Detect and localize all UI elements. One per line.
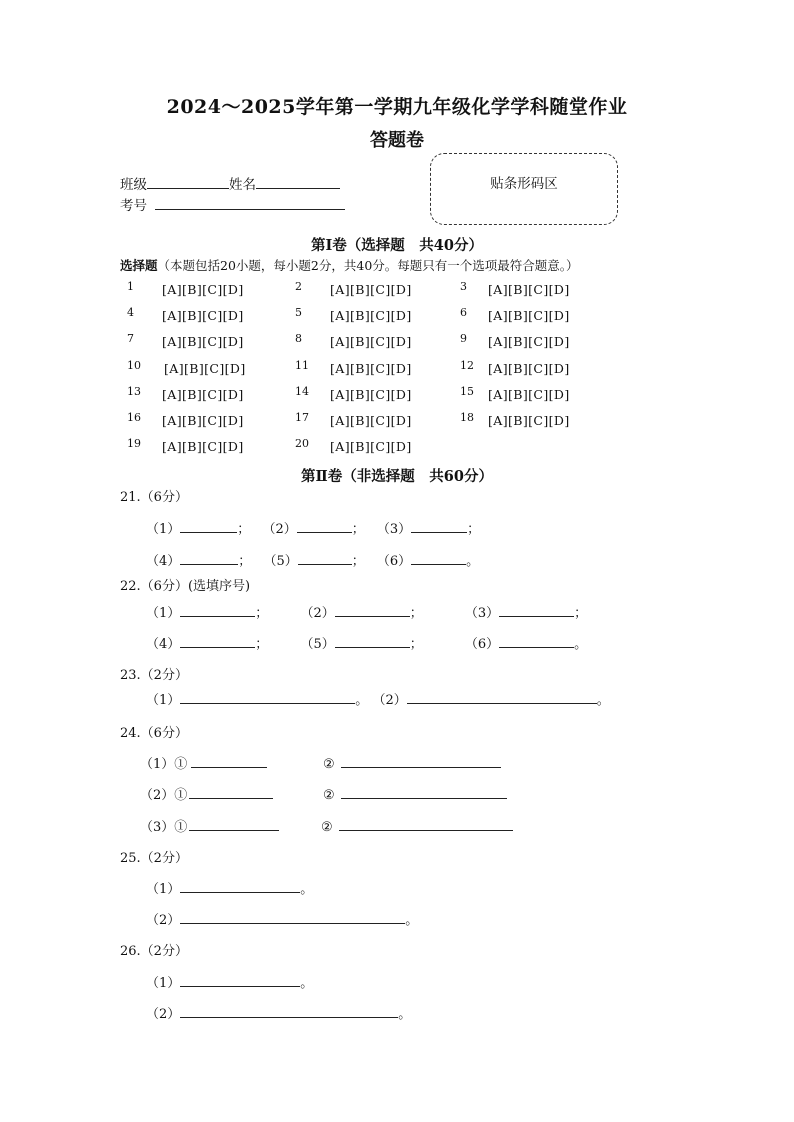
mc-question-number: 19 — [127, 437, 141, 450]
q24-2b-answer[interactable] — [341, 784, 507, 799]
mc-answer-options[interactable]: [A][B][C][D] — [488, 308, 570, 323]
q24-row1: （1）① — [140, 753, 267, 772]
mc-answer-options[interactable]: [A][B][C][D] — [162, 439, 244, 454]
mc-question-number: 11 — [295, 359, 309, 372]
mc-question-number: 15 — [460, 385, 474, 398]
q22-2-answer[interactable] — [335, 602, 410, 617]
mc-question-number: 17 — [295, 411, 309, 424]
q21-5-answer[interactable] — [298, 550, 352, 565]
section2-title: 第Ⅱ卷（非选择题 共60分） — [301, 468, 493, 485]
mc-answer-options[interactable]: [A][B][C][D] — [162, 334, 244, 349]
mc-answer-options[interactable]: [A][B][C][D] — [162, 387, 244, 402]
q24-3a-answer[interactable] — [189, 816, 279, 831]
mc-answer-options[interactable]: [A][B][C][D] — [488, 334, 570, 349]
q25-heading: 25.（2分） — [120, 851, 188, 866]
mc-question-number: 8 — [295, 332, 302, 345]
mc-question-number: 9 — [460, 332, 467, 345]
q24-row3-part2: ② — [321, 816, 513, 835]
q21-2-answer[interactable] — [297, 518, 352, 533]
q23-heading: 23.（2分） — [120, 668, 188, 683]
q24-row2: （2）① — [140, 784, 273, 803]
mc-question-number: 20 — [295, 437, 309, 450]
mc-question-number: 6 — [460, 306, 467, 319]
mc-question-number: 18 — [460, 411, 474, 424]
mc-answer-options[interactable]: [A][B][C][D] — [488, 361, 570, 376]
mc-answer-options[interactable]: [A][B][C][D] — [488, 387, 570, 402]
q24-3b-answer[interactable] — [339, 816, 513, 831]
q22-row2: （4） ； （5） ； （6） 。 — [146, 633, 587, 652]
mc-question-number: 10 — [127, 359, 141, 372]
mc-question-number: 14 — [295, 385, 309, 398]
q22-6-answer[interactable] — [499, 633, 574, 648]
q24-row3: （3）① — [140, 816, 279, 835]
q25-row1: （1） 。 — [146, 878, 313, 897]
mc-question-number: 5 — [295, 306, 302, 319]
q25-row2: （2） 。 — [146, 909, 418, 928]
q24-row2-part2: ② — [323, 784, 507, 803]
mc-answer-options[interactable]: [A][B][C][D] — [488, 282, 570, 297]
q24-2a-answer[interactable] — [189, 784, 273, 799]
q22-heading: 22.（6分）(选填序号) — [120, 579, 251, 594]
mc-question-number: 4 — [127, 306, 134, 319]
barcode-label: 贴条形码区 — [490, 176, 558, 192]
mc-answer-options[interactable]: [A][B][C][D] — [330, 308, 412, 323]
q24-row1-part2: ② — [323, 753, 501, 772]
q21-6-answer[interactable] — [411, 550, 466, 565]
instr-bold: 选择题 — [120, 258, 158, 273]
mc-answer-options[interactable]: [A][B][C][D] — [330, 439, 412, 454]
mc-answer-options[interactable]: [A][B][C][D] — [330, 282, 412, 297]
q22-3-answer[interactable] — [499, 602, 574, 617]
name-label: 姓名 — [229, 177, 256, 193]
q26-heading: 26.（2分） — [120, 944, 188, 959]
q23-1-answer[interactable] — [180, 689, 355, 704]
q26-2-answer[interactable] — [180, 1003, 398, 1018]
q21-heading: 21.（6分） — [120, 490, 188, 505]
mc-question-number: 3 — [460, 280, 467, 293]
exam-no-row — [120, 194, 345, 214]
q26-row2: （2） 。 — [146, 1003, 411, 1022]
mc-answer-options[interactable]: [A][B][C][D] — [162, 308, 244, 323]
class-label: 班级 — [120, 177, 147, 193]
class-field[interactable] — [147, 174, 229, 189]
q22-row1: （1） ； （2） ； （3） ； — [146, 602, 587, 621]
q24-heading: 24.（6分） — [120, 726, 188, 741]
q26-row1: （1） 。 — [146, 972, 313, 991]
mc-answer-options[interactable]: [A][B][C][D] — [330, 413, 412, 428]
exam-no-field[interactable] — [155, 195, 345, 210]
section1-title: 第Ⅰ卷（选择题 共40分） — [311, 237, 483, 254]
q23-row: （1） 。 （2） 。 — [146, 689, 610, 708]
page-title: 2024～2025学年第一学期九年级化学学科随堂作业 — [166, 96, 628, 118]
q22-1-answer[interactable] — [180, 602, 255, 617]
q24-1b-answer[interactable] — [341, 753, 501, 768]
q24-1a-answer[interactable] — [191, 753, 267, 768]
mc-answer-options[interactable]: [A][B][C][D] — [330, 387, 412, 402]
class-name-row — [120, 173, 340, 193]
name-field[interactable] — [256, 174, 340, 189]
q22-5-answer[interactable] — [335, 633, 410, 648]
mc-question-number: 16 — [127, 411, 141, 424]
barcode-area — [430, 153, 618, 225]
q23-2-answer[interactable] — [407, 689, 597, 704]
mc-answer-options[interactable]: [A][B][C][D] — [330, 334, 412, 349]
mc-answer-options[interactable]: [A][B][C][D] — [162, 413, 244, 428]
page-subtitle: 答题卷 — [370, 130, 424, 151]
q26-1-answer[interactable] — [180, 972, 300, 987]
q21-1-answer[interactable] — [180, 518, 237, 533]
mc-answer-options[interactable]: [A][B][C][D] — [488, 413, 570, 428]
mc-question-number: 13 — [127, 385, 141, 398]
q21-row1: （1） ； （2） ； （3） ； — [146, 518, 480, 537]
exam-no-label: 考号 — [120, 198, 147, 214]
mc-question-number: 7 — [127, 332, 134, 345]
q22-4-answer[interactable] — [180, 633, 255, 648]
q21-4-answer[interactable] — [180, 550, 238, 565]
instr-text: （本题包括20小题，每小题2分，共40分。每题只有一个选项最符合题意。） — [157, 258, 579, 273]
q21-3-answer[interactable] — [411, 518, 467, 533]
q25-1-answer[interactable] — [180, 878, 300, 893]
mc-answer-options[interactable]: [A][B][C][D] — [330, 361, 412, 376]
section1-instructions — [120, 256, 579, 274]
mc-question-number: 1 — [127, 280, 134, 293]
q25-2-answer[interactable] — [180, 909, 405, 924]
q21-row2: （4） ； （5） ； （6） 。 — [146, 550, 479, 569]
mc-question-number: 12 — [460, 359, 474, 372]
mc-answer-options[interactable]: [A][B][C][D] — [164, 361, 246, 376]
mc-answer-options[interactable]: [A][B][C][D] — [162, 282, 244, 297]
mc-question-number: 2 — [295, 280, 302, 293]
